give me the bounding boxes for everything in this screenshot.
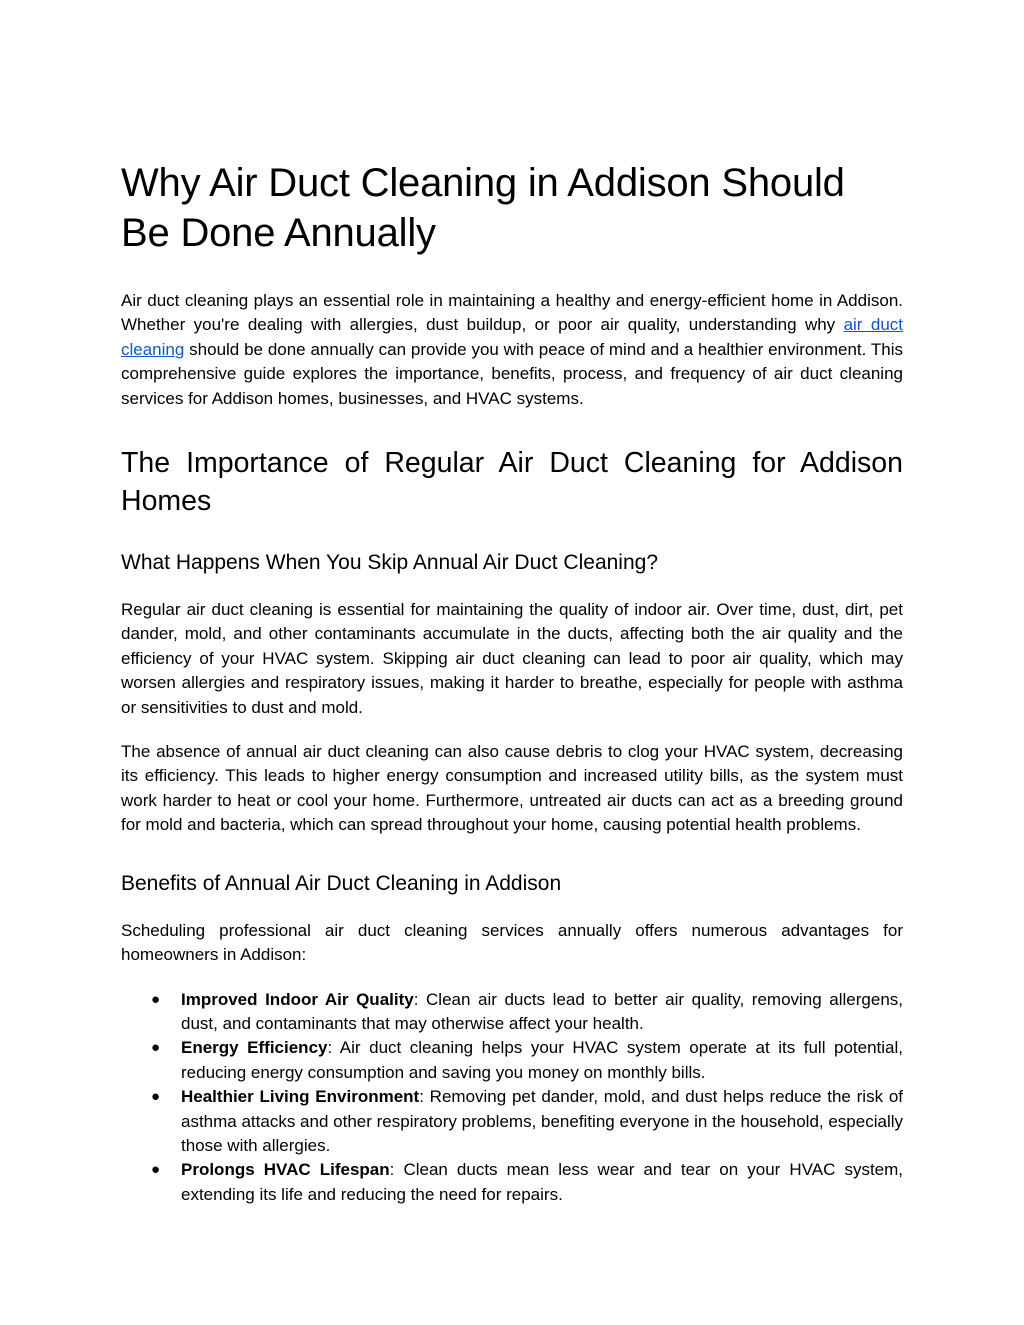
bullet-icon: ●: [151, 1161, 161, 1179]
bullet-icon: ●: [151, 1088, 161, 1106]
intro-paragraph: [121, 289, 903, 411]
benefit-item-healthier-living: [121, 1085, 903, 1158]
benefit-term: Improved Indoor Air Quality: [181, 989, 414, 1009]
benefit-description: : Air duct cleaning helps your HVAC system operate at its full potential, reducing energy consumption and saving you money on monthly bills.: [181, 1038, 904, 1082]
skip-paragraph-2: The absence of annual air duct cleaning can also cause debris to clog your HVAC system, decreasing its efficiency. This leads to higher energy consumption and increased utility bills, as the system must work harder to heat or cool your home. Furthermore, untreated air ducts can act as a breeding ground for mold and bacteria, which can spread throughout your home, causing potential health problems.: [121, 742, 903, 835]
bullet-icon: ●: [151, 1039, 161, 1057]
subheading-benefits: Benefits of Annual Air Duct Cleaning in Addison: [121, 871, 562, 895]
benefits-intro-paragraph: Scheduling professional air duct cleaning services annually offers numerous advantages for homeowners in Addison:: [121, 920, 903, 965]
benefit-item-energy-efficiency: [121, 1036, 903, 1085]
section-heading-importance: The Importance of Regular Air Duct Cleaning for Addison Homes: [121, 447, 903, 518]
benefit-description: : Clean air ducts lead to better air quality, removing allergens, dust, and contaminants that may otherwise affect your health.: [181, 989, 904, 1033]
skip-paragraph-1: Regular air duct cleaning is essential for maintaining the quality of indoor air. Over time, dust, dirt, pet dander, mold, and other contaminants accumulate in the ducts, affecting both the air quality and the efficiency of your HVAC system. Skipping air duct cleaning can lead to poor air quality, which may worsen allergies and respiratory issues, making it harder to breathe, especially for people with asthma or sensitivities to dust and mold.: [121, 600, 903, 717]
benefit-term: Prolongs HVAC Lifespan: [181, 1160, 390, 1180]
air-duct-cleaning-link[interactable]: air duct cleaning: [121, 315, 904, 359]
intro-text-after-link: should be done annually can provide you with peace of mind and a healthier environment. This comprehensive guide explores the importance, benefits, process, and frequency of air duct cleaning services for Addison homes, businesses, and HVAC systems.: [121, 339, 903, 408]
benefit-term: Energy Efficiency: [181, 1038, 328, 1058]
page-title: Why Air Duct Cleaning in Addison Should Be Done Annually: [121, 161, 845, 255]
benefit-description: : Clean ducts mean less wear and tear on your HVAC system, extending its life and reducing the need for repairs.: [181, 1160, 904, 1204]
intro-text-before-link: Air duct cleaning plays an essential role in maintaining a healthy and energy-efficient home in Addison. Whether you're dealing with allergies, dust buildup, or poor air quality, understanding why: [121, 291, 903, 335]
document-page: [121, 158, 903, 1207]
benefit-description: : Removing pet dander, mold, and dust helps reduce the risk of asthma attacks and other respiratory problems, benefiting everyone in the household, especially those with allergies.: [181, 1087, 903, 1155]
benefits-list: [121, 988, 903, 1208]
benefit-item-air-quality: [121, 988, 903, 1037]
subheading-skip-cleaning: What Happens When You Skip Annual Air Duct Cleaning?: [121, 551, 659, 575]
benefit-item-hvac-lifespan: [121, 1158, 903, 1207]
bullet-icon: ●: [151, 990, 161, 1008]
benefit-term: Healthier Living Environment: [181, 1087, 420, 1107]
